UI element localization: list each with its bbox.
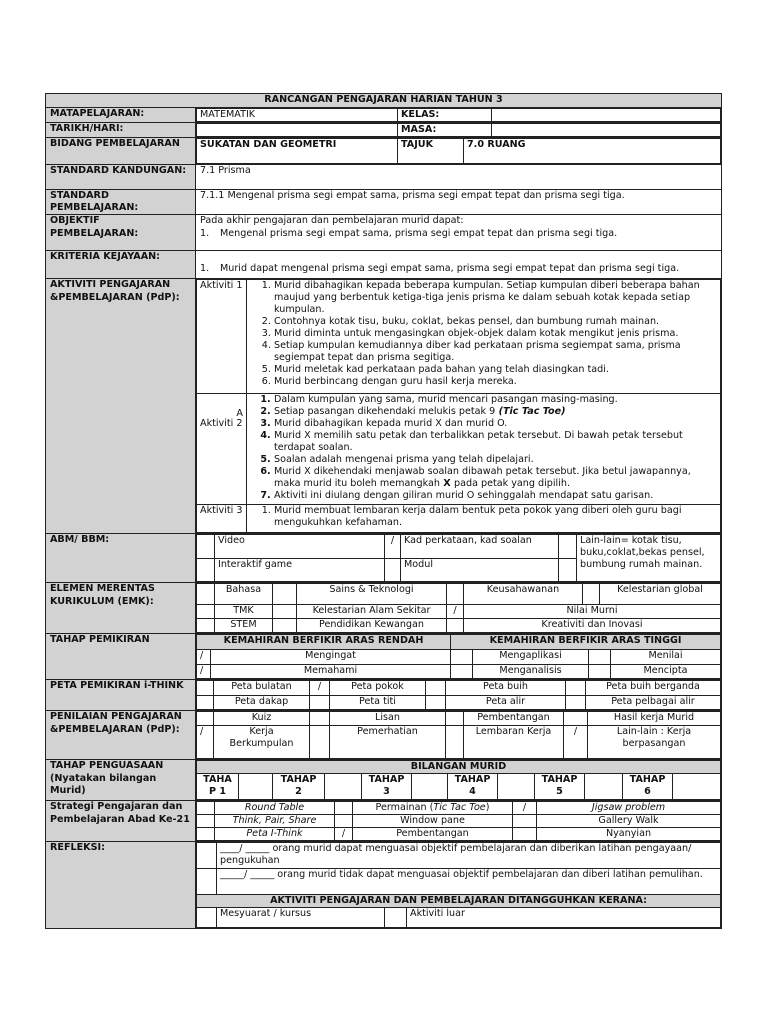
objektif-item: Mengenal prisma segi empat sama, prisma segi empat tepat dan prisma segi tiga. xyxy=(220,227,618,239)
checkbox-kuiz[interactable] xyxy=(197,712,214,726)
emk-kelestarian-alam: Kelestarian Alam Sekitar xyxy=(297,605,447,619)
abm-interaktif: Interaktif game xyxy=(215,558,385,582)
tarikh-value[interactable] xyxy=(197,124,398,137)
abm-checkbox-lain[interactable] xyxy=(559,535,577,559)
tahap-5-number: 5 xyxy=(556,786,563,798)
kriteria-item: Murid dapat mengenal prisma segi empat sama, prisma segi empat tepat dan prisma segi tiga. xyxy=(220,263,680,275)
standard-kandungan-label: STANDARD KANDUNGAN: xyxy=(46,165,196,190)
list-item: 5. Murid meletak kad perkataan pada bahan yang telah diasingkan tadi. xyxy=(274,364,717,376)
tajuk-label: TAJUK xyxy=(398,139,464,164)
list-item: 4. Setiap kumpulan kemudiannya diber kad perkataan prisma segiempat sama, prisma segiempat tepat dan prisma segitiga. xyxy=(274,340,717,364)
list-item: 3. Murid diminta untuk mengasingkan objek-objek dalam kotak mengikut jenis prisma. xyxy=(274,328,717,340)
checkbox-mengaplikasi[interactable] xyxy=(451,650,473,665)
kelas-label: KELAS: xyxy=(398,109,492,122)
abm-video: Video xyxy=(215,535,385,559)
tahap-6-number: 6 xyxy=(644,786,651,798)
peta-pelbagai-alir: Peta pelbagai alir xyxy=(586,696,721,710)
checkbox-refleksi-tidak-menguasai[interactable] xyxy=(197,869,217,895)
checkbox-pembentangan[interactable]: / xyxy=(335,828,353,841)
checkbox-peta-alir[interactable] xyxy=(426,696,446,710)
penilaian-lembaran: Lembaran Kerja xyxy=(464,726,564,759)
tahap-6-count[interactable] xyxy=(673,774,721,800)
checkbox-peta-pelbagai-alir[interactable] xyxy=(566,696,586,710)
ditangguhkan-mesyuarat: Mesyuarat / kursus xyxy=(217,908,385,928)
tahap-3-label: TAHAP xyxy=(368,774,405,786)
aktiviti-2-label: Aktiviti 2 xyxy=(200,418,243,430)
strategi-pembentangan: Pembentangan xyxy=(353,828,513,841)
strategi-label: Strategi Pengajaran dan Pembelajaran Abad Ke-21 xyxy=(46,801,196,842)
stray-letter: A xyxy=(236,408,243,420)
peta-pemikiran-label: PETA PEMIKIRAN i-THINK xyxy=(46,680,196,711)
strategi-round-table: Round Table xyxy=(215,802,335,815)
aktiviti-3-list xyxy=(250,505,717,529)
checkbox-pembentangan[interactable] xyxy=(446,712,464,726)
tahap-1-label-line2: P 1 xyxy=(208,786,227,798)
tahap-penguasaan-label: TAHAP PENGUASAAN (Nyatakan bilangan Murid) xyxy=(46,760,196,801)
abm-modul: Modul xyxy=(401,558,559,582)
strategi-jigsaw: Jigsaw problem xyxy=(537,802,721,815)
checkbox-lisan[interactable] xyxy=(310,712,330,726)
checkbox-peta-i-think[interactable] xyxy=(197,828,215,841)
peta-bulatan: Peta bulatan xyxy=(214,681,310,696)
tahap-6-label: TAHAP xyxy=(629,774,666,786)
kelas-value[interactable] xyxy=(492,109,721,122)
peta-pokok: Peta pokok xyxy=(330,681,426,696)
emk-checkbox-kreativiti[interactable] xyxy=(447,619,464,633)
list-item: Dalam kumpulan yang sama, murid mencari pasangan masing-masing. xyxy=(274,394,618,406)
list-item: 6. Murid berbincang dengan guru hasil kerja mereka. xyxy=(274,376,717,388)
standard-pembelajaran-value: 7.1.1 Mengenal prisma segi empat sama, prisma segi empat tepat dan prisma segi tiga. xyxy=(196,190,722,215)
emk-checkbox-tmk[interactable] xyxy=(273,605,297,619)
penilaian-lisan: Lisan xyxy=(330,712,446,726)
checkbox-peta-dakap[interactable] xyxy=(197,696,214,710)
checkbox-kerja-kumpulan[interactable]: / xyxy=(197,726,214,759)
peta-alir: Peta alir xyxy=(446,696,566,710)
checkbox-refleksi-menguasai[interactable] xyxy=(197,843,217,869)
aktiviti-label: AKTIVITI PENGAJARAN &PEMBELAJARAN (PdP): xyxy=(46,279,196,534)
penilaian-kerja-kumpulan: Kerja Berkumpulan xyxy=(214,726,310,759)
checkbox-lain-lain[interactable]: / xyxy=(564,726,588,759)
checkbox-round-table[interactable] xyxy=(197,802,215,815)
matapelajaran-value: MATEMATIK xyxy=(197,109,398,122)
aktiviti-3-label: Aktiviti 3 xyxy=(197,505,247,533)
kriteria-number: 1. xyxy=(200,263,210,275)
objektif-number: 1. xyxy=(200,227,210,239)
kemahiran-mengaplikasi: Mengaplikasi xyxy=(473,650,589,665)
abm-label: ABM/ BBM: xyxy=(46,534,196,583)
abm-checkbox-kad[interactable]: / xyxy=(385,535,401,559)
tahap-2-number: 2 xyxy=(295,786,302,798)
aktiviti-2-list xyxy=(250,394,717,502)
checkbox-peta-pokok[interactable]: / xyxy=(310,681,330,696)
peta-buih: Peta buih xyxy=(446,681,566,696)
tahap-4-label: TAHAP xyxy=(454,774,491,786)
checkbox-lembaran[interactable] xyxy=(446,726,464,759)
penilaian-pembentangan: Pembentangan xyxy=(464,712,564,726)
objektif-intro: Pada akhir pengajaran dan pembelajaran murid dapat: xyxy=(200,215,464,227)
emk-label: ELEMEN MERENTAS KURIKULUM (EMK): xyxy=(46,583,196,634)
list-item: Murid X dikehendaki menjawab soalan dibawah petak tersebut. Jika betul jawapannya, maka murid itu boleh memangkah xyxy=(274,466,691,490)
tahap-3-number: 3 xyxy=(383,786,390,798)
list-item-tail: pada petak yang dipilih. xyxy=(454,478,570,490)
checkbox-menilai[interactable] xyxy=(589,650,611,665)
penilaian-pemerhatian: Pemerhatian xyxy=(330,726,446,759)
abm-checkbox-video[interactable] xyxy=(197,535,215,559)
bidang-value: SUKATAN DAN GEOMETRI xyxy=(197,139,398,164)
checkbox-peta-buih-berganda[interactable] xyxy=(566,681,586,696)
checkbox-think-pair-share[interactable] xyxy=(197,815,215,828)
list-item: Soalan adalah mengenai prisma yang telah dipelajari. xyxy=(274,454,534,466)
tahap-4-number: 4 xyxy=(469,786,476,798)
standard-kandungan-value: 7.1 Prisma xyxy=(196,165,722,190)
kemahiran-memahami: Memahami xyxy=(211,665,451,679)
penilaian-lain-lain: Lain-lain : Kerja berpasangan xyxy=(588,726,721,759)
emk-checkbox-bahasa[interactable] xyxy=(273,584,297,605)
ditangguhkan-aktiviti-luar: Aktiviti luar xyxy=(407,908,721,928)
abm-checkbox-modul[interactable] xyxy=(385,558,401,582)
emk-nilai-murni: Nilai Murni xyxy=(464,605,721,619)
checkbox-menganalisis[interactable] xyxy=(451,665,473,679)
emk-kreativiti: Kreativiti dan Inovasi xyxy=(464,619,721,633)
checkbox-peta-buih[interactable] xyxy=(426,681,446,696)
abm-kad: Kad perkataan, kad soalan xyxy=(401,535,559,559)
penilaian-label: PENILAIAN PENGAJARAN &PEMBELAJARAN (PdP): xyxy=(46,711,196,760)
list-item: Aktiviti ini diulang dengan giliran murid O sehinggalah mendapat satu garisan. xyxy=(274,490,654,502)
list-item: 1. Murid membuat lembaran kerja dalam bentuk peta pokok yang diberi oleh guru bagi mengukuhkan kefahaman. xyxy=(274,505,717,529)
checkbox-window-pane[interactable] xyxy=(335,815,353,828)
peta-dakap: Peta dakap xyxy=(214,696,310,710)
lesson-plan-table xyxy=(45,93,722,929)
tic-tac-toe-label: (Tic Tac Toe) xyxy=(498,406,566,418)
checkbox-mencipta[interactable] xyxy=(589,665,611,679)
refleksi-tidak-menguasai: _____/ _____ orang murid tidak dapat menguasai objektif pembelajaran dan diberi latihan pemulihan. xyxy=(217,869,721,895)
tahap-5-label: TAHAP xyxy=(541,774,578,786)
masa-value[interactable] xyxy=(492,124,721,137)
tajuk-value: 7.0 RUANG xyxy=(464,139,721,164)
emk-checkbox-stem[interactable] xyxy=(273,619,297,633)
masa-label: MASA: xyxy=(398,124,492,137)
checkbox-nyanyian[interactable] xyxy=(513,828,537,841)
emk-bahasa: Bahasa xyxy=(215,584,273,605)
objektif-label: OBJEKTIF PEMBELAJARAN: xyxy=(46,215,196,251)
emk-sains: Sains & Teknologi xyxy=(297,584,447,605)
refleksi-label: REFLEKSI: xyxy=(46,842,196,929)
list-item: 1. Murid dibahagikan kepada beberapa kumpulan. Setiap kumpulan diberi beberapa bahan maujud yang berbentuk ketiga-tiga jenis prisma ke dalam sebuah kotak kepada setiap kumpulan. xyxy=(274,280,717,316)
refleksi-menguasai: ____/ _____ orang murid dapat menguasai objektif pembelajaran dan diberikan latihan pengayaan/ pengukuhan xyxy=(217,843,721,869)
bilangan-murid-header: BILANGAN MURID xyxy=(197,761,721,774)
strategi-nyanyian: Nyanyian xyxy=(537,828,721,841)
checkbox-aktiviti-luar[interactable] xyxy=(385,908,407,928)
emk-keusahawanan: Keusahawanan xyxy=(464,584,583,605)
bidang-label: BIDANG PEMBELAJARAN xyxy=(46,138,196,165)
emk-pendidikan-kewangan: Pendidikan Kewangan xyxy=(297,619,447,633)
emk-checkbox-sains[interactable] xyxy=(447,584,464,605)
standard-pembelajaran-label: STANDARD PEMBELAJARAN: xyxy=(46,190,196,215)
abm-checkbox-interaktif[interactable] xyxy=(197,558,215,582)
penilaian-hasil-kerja: Hasil kerja Murid xyxy=(588,712,721,726)
kemahiran-mencipta: Mencipta xyxy=(611,665,721,679)
checkbox-pemerhatian[interactable] xyxy=(310,726,330,759)
list-item: Setiap pasangan dikehendaki melukis petak 9 xyxy=(274,406,496,418)
permainan-tictactoe: Tic Tac Toe xyxy=(433,802,486,814)
checkbox-gallery-walk[interactable] xyxy=(513,815,537,828)
strategi-permainan xyxy=(353,802,513,815)
emk-checkbox-keusahawanan[interactable] xyxy=(583,584,600,605)
lesson-plan-document xyxy=(45,93,722,929)
ditangguhkan-header: AKTIVITI PENGAJARAN DAN PEMBELAJARAN DITANGGUHKAN KERANA: xyxy=(197,895,721,908)
tahap-2-count[interactable] xyxy=(325,774,362,800)
list-item: Murid X memilih satu petak dan terbalikkan petak tersebut. Di bawah petak tersebut terdapat soalan. xyxy=(274,430,683,454)
abm-lain: Lain-lain= kotak tisu, buku,coklat,bekas pensel, bumbung rumah mainan. xyxy=(577,535,721,582)
kriteria-label: KRITERIA KEJAYAAN: xyxy=(46,251,196,279)
kemahiran-mengingat: Mengingat xyxy=(211,650,451,665)
checkbox-peta-titi[interactable] xyxy=(310,696,330,710)
strategi-think-pair-share: Think, Pair, Share xyxy=(215,815,335,828)
aktiviti-1-label: Aktiviti 1 xyxy=(197,280,247,394)
peta-buih-berganda: Peta buih berganda xyxy=(586,681,721,696)
permainan-label: Permainan ( xyxy=(375,802,434,814)
emk-checkbox-nilai[interactable]: / xyxy=(447,605,464,619)
tahap-3-count[interactable] xyxy=(412,774,448,800)
x-mark-label: X xyxy=(443,478,451,490)
matapelajaran-label: MATAPELAJARAN: xyxy=(46,108,196,123)
tahap-4-count[interactable] xyxy=(498,774,535,800)
objektif-content xyxy=(196,215,722,251)
kbar-header: KEMAHIRAN BERFIKIR ARAS RENDAH xyxy=(197,635,451,650)
kbat-header: KEMAHIRAN BERFIKIR ARAS TINGGI xyxy=(451,635,721,650)
tarikh-label: TARIKH/HARI: xyxy=(46,123,196,138)
strategi-window-pane: Window pane xyxy=(353,815,513,828)
checkbox-mengingat[interactable]: / xyxy=(197,650,211,665)
tahap-5-count[interactable] xyxy=(585,774,623,800)
peta-titi: Peta titi xyxy=(330,696,426,710)
tahap-pemikiran-label: TAHAP PEMIKIRAN xyxy=(46,634,196,680)
checkbox-memahami[interactable]: / xyxy=(197,665,211,679)
aktiviti-1-list xyxy=(250,280,717,388)
checkbox-hasil-kerja[interactable] xyxy=(564,712,588,726)
strategi-gallery-walk: Gallery Walk xyxy=(537,815,721,828)
kemahiran-menganalisis: Menganalisis xyxy=(473,665,589,679)
emk-tmk: TMK xyxy=(215,605,273,619)
kriteria-content xyxy=(196,251,722,279)
permainan-close: ) xyxy=(485,802,490,814)
list-item: Murid dibahagikan kepada murid X dan murid O. xyxy=(274,418,508,430)
tahap-2-label: TAHAP xyxy=(280,774,317,786)
tahap-1-label: TAHA xyxy=(203,774,232,786)
tahap-1-count[interactable] xyxy=(239,774,273,800)
document-title: RANCANGAN PENGAJARAN HARIAN TAHUN 3 xyxy=(46,94,722,108)
checkbox-mesyuarat[interactable] xyxy=(197,908,217,928)
penilaian-kuiz: Kuiz xyxy=(214,712,310,726)
emk-kelestarian-global: Kelestarian global xyxy=(600,584,721,605)
strategi-peta-i-think: Peta I-Think xyxy=(215,828,335,841)
emk-stem: STEM xyxy=(215,619,273,633)
checkbox-permainan[interactable] xyxy=(335,802,353,815)
kemahiran-menilai: Menilai xyxy=(611,650,721,665)
list-item: 2. Contohnya kotak tisu, buku, coklat, bekas pensel, dan bumbung rumah mainan. xyxy=(274,316,717,328)
checkbox-jigsaw[interactable]: / xyxy=(513,802,537,815)
checkbox-peta-bulatan[interactable] xyxy=(197,681,214,696)
